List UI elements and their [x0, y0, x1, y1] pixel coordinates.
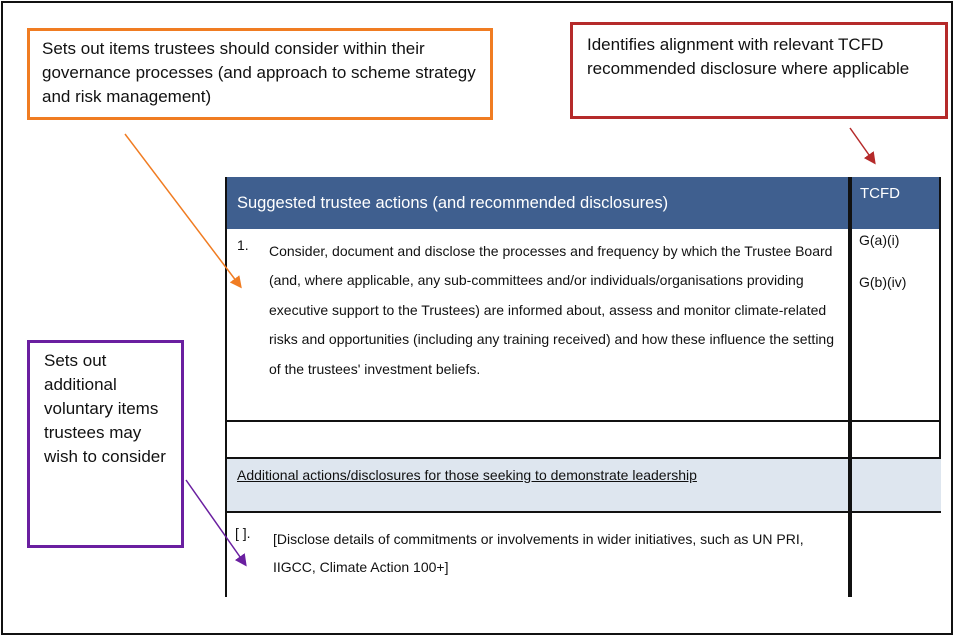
actions-column-header: Suggested trustee actions (and recommended disclosures) [225, 177, 848, 229]
voluntary-items-callout-text: Sets out additional voluntary items trustees may wish to consider [44, 351, 166, 466]
extra-action-number: [ ]. [235, 525, 251, 541]
red-arrow [850, 128, 874, 162]
tcfd-column-header: TCFD [852, 177, 941, 229]
action-number: 1. [237, 237, 249, 253]
tcfd-alignment-callout-text: Identifies alignment with relevant TCFD recommended disclosure where applicable [587, 35, 910, 78]
action-text: Consider, document and disclose the processes and frequency by which the Trustee Board (and, where applicable, any sub-committees and/or individuals/organisations providing executive support to the Trustees) are informed about, assess and monitor climate-related risks and opportunities (including any training received) and how these influence the setting of the trustees' investment beliefs. [269, 243, 835, 377]
leadership-heading: Additional actions/disclosures for those seeking to demonstrate leadership [237, 467, 697, 483]
governance-callout-text: Sets out items trustees should consider within their governance processes (and approach to scheme strategy and risk management) [42, 39, 476, 106]
orange-arrow [125, 134, 240, 286]
purple-arrow [186, 480, 245, 564]
tcfd-code: G(b)(iv) [859, 274, 907, 290]
extra-action-text: [Disclose details of commitments or involvements in wider initiatives, such as UN PRI, IIGCC, Climate Action 100+] [273, 531, 804, 575]
tcfd-code: G(a)(i) [859, 232, 900, 248]
